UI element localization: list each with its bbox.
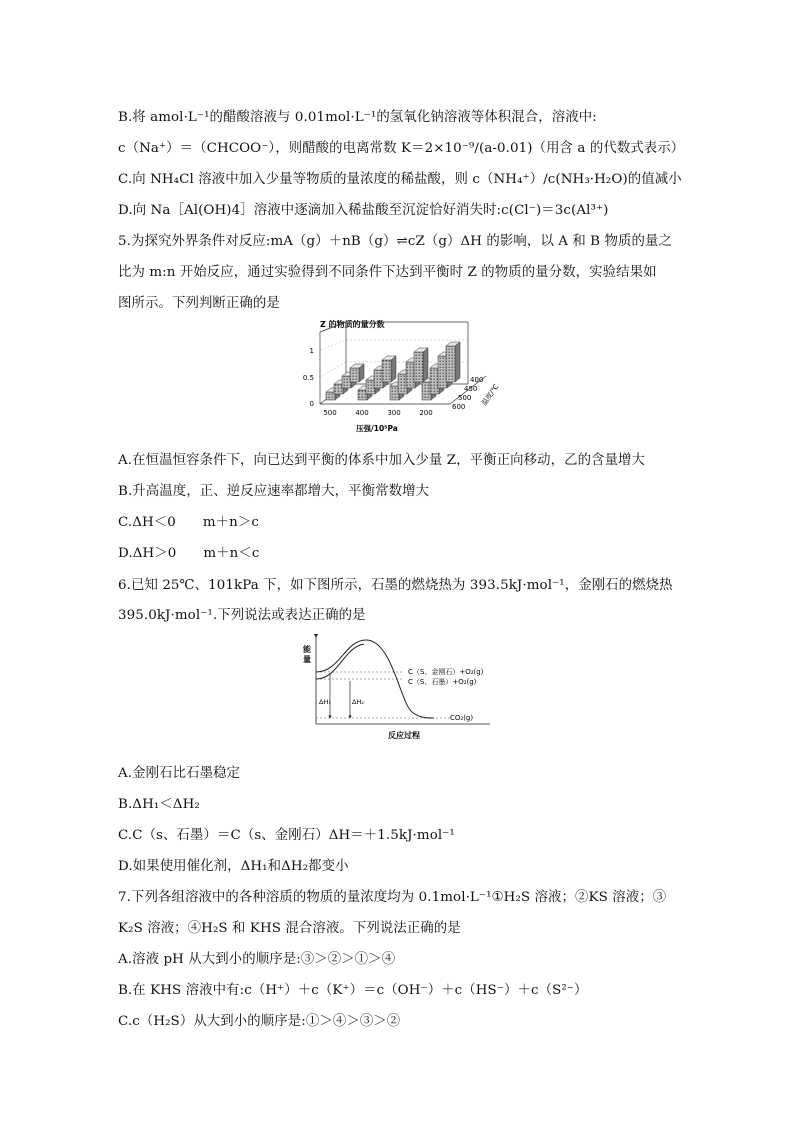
option-b: B.升高温度，正、逆反应速率都增大，平衡常数增大	[118, 484, 430, 499]
x-tick-label: 500	[323, 409, 337, 417]
question-7-stem: 7.下列各组溶液中的各种溶质的物质的量浓度均为 0.1mol·L⁻¹①H₂S 溶液；②KS 溶液；③	[118, 890, 667, 905]
text-line: D.向 Na［Al(OH)4］溶液中逐滴加入稀盐酸至沉淀恰好消失时:c(Cl⁻)＝3c(Al³⁺)	[118, 203, 609, 218]
bar-side	[455, 342, 460, 382]
bar	[414, 352, 423, 382]
x-tick-label: 200	[419, 409, 433, 417]
bar	[382, 360, 391, 382]
z-tick-label: 500	[458, 394, 472, 402]
question-6-stem: 6.已知 25℃、101kPa 下，如下图所示，石墨的燃烧热为 393.5kJ·mol⁻¹，金刚石的燃烧热	[118, 578, 673, 593]
figure-z-fraction-3d-bar	[298, 318, 501, 440]
bar	[398, 374, 407, 394]
option-a: A.金刚石比石墨稳定	[118, 766, 241, 781]
option-b: B.ΔH₁＜ΔH₂	[118, 797, 200, 812]
x-axis-label: 压强/10⁵Pa	[356, 424, 398, 433]
graphite-energy-curve	[316, 644, 364, 679]
x-tick-label: 400	[355, 409, 369, 417]
y-axis-label: 量	[303, 655, 311, 664]
figure-energy-diagram	[300, 632, 500, 744]
bar	[430, 368, 439, 394]
diamond-label: C（S、金刚石）+O₂(g)	[408, 668, 484, 676]
dh2-label: ΔH₂	[352, 698, 364, 706]
bar	[326, 392, 335, 400]
z-tick-label: 400	[470, 376, 484, 384]
text-line: 比为 m:n 开始反应，通过实验得到不同条件下达到平衡时 Z 的物质的量分数，实验结果如	[118, 265, 657, 280]
bar	[366, 380, 375, 394]
z-axis-label: 温度/℃	[480, 382, 501, 408]
bar	[358, 390, 367, 400]
text-line: C.向 NH₄Cl 溶液中加入少量等物质的量浓度的稀盐酸，则 c（NH₄⁺）/c(NH₃·H₂O)的值减小	[118, 172, 682, 187]
co2-label: CO₂(g)	[450, 714, 474, 722]
x-axis-label: 反应过程	[388, 731, 420, 740]
y-tick-label: 0.5	[302, 374, 314, 382]
text-line: K₂S 溶液；④H₂S 和 KHS 混合溶液。下列说法正确的是	[118, 921, 461, 936]
bar-side	[423, 348, 428, 382]
option-c: C.ΔH＜0 m＋n＞c	[118, 515, 259, 530]
text-line: 图所示。下列判断正确的是	[118, 296, 280, 311]
option-d: D.ΔH＞0 m＋n＜c	[118, 546, 260, 561]
option-c: C.C（s、石墨）＝C（s、金刚石）ΔH＝＋1.5kJ·mol⁻¹	[118, 828, 455, 843]
text-line: B.将 amol·L⁻¹的醋酸溶液与 0.01mol·L⁻¹的氢氧化钠溶液等体积混合，溶液中:	[118, 110, 597, 125]
z-tick-label: 600	[452, 403, 466, 411]
bar	[342, 376, 351, 388]
text-line: c（Na⁺）＝（CHCOO⁻），则醋酸的电离常数 K＝2×10⁻⁹/(a-0.01)（用含 a 的代数式表示）	[118, 141, 685, 156]
x-tick-label: 300	[387, 409, 401, 417]
z-tick-label: 450	[464, 385, 478, 393]
y-axis-label: 能	[303, 645, 311, 654]
bar	[422, 382, 431, 400]
text-line: 395.0kJ·mol⁻¹.下列说法或表达正确的是	[118, 608, 366, 623]
bar	[374, 370, 383, 388]
bar-side	[391, 356, 396, 382]
option-c: C.c（H₂S）从大到小的顺序是:①＞④＞③＞②	[118, 1014, 401, 1029]
graphite-label: C（S、石墨）+O₂(g)	[408, 678, 477, 686]
option-d: D.如果使用催化剂，ΔH₁和ΔH₂都变小	[118, 859, 349, 874]
bar	[390, 386, 399, 400]
question-5-stem: 5.为探究外界条件对反应:mA（g）＋nB（g）⇌cZ（g）ΔH 的影响，以 A 和 B 物质的量之	[118, 234, 672, 249]
option-b: B.在 KHS 溶液中有:c（H⁺）＋c（K⁺）＝c（OH⁻）＋c（HS⁻）＋c（S²⁻）	[118, 983, 588, 998]
bar	[446, 346, 455, 382]
option-a: A.在恒温恒容条件下，向已达到平衡的体系中加入少量 Z，平衡正向移动，乙的含量增大	[118, 453, 646, 468]
figure-title: Z 的物质的量分数	[320, 320, 385, 329]
bar	[350, 368, 359, 382]
bar	[406, 362, 415, 388]
bar	[438, 356, 447, 388]
dh1-label: ΔH₁	[319, 698, 331, 706]
y-tick-label: 1	[309, 347, 314, 355]
y-tick-label: 0	[309, 400, 314, 408]
option-a: A.溶液 pH 从大到小的顺序是:③＞②＞①＞④	[118, 952, 396, 967]
bar	[334, 384, 343, 394]
